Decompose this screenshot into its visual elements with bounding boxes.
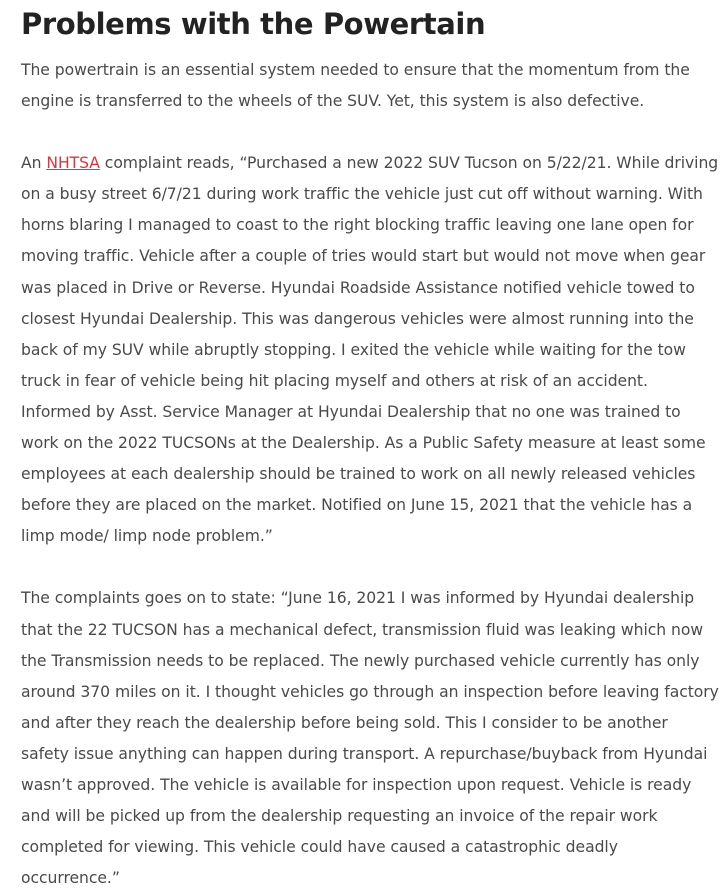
complaint-continuation-paragraph: The complaints goes on to state: “June 16, 2021 I was informed by Hyundai dealership that the 22 TUCSON has a mechanical defect, transmission fluid was leaking which now the Transmission needs to be replaced. The newly purchased vehicle currently has only around 370 miles on it. I thought vehicles go through an inspection before leaving factory and after they reach the dealership before being sold. This I consider to be another safety issue anything can happen during transport. A repurchase/buyback from Hyundai wasn’t approved. The vehicle is available for inspection upon request. Vehicle is ready and will be picked up from the dealership requesting an invoice of the repair work completed for viewing. This vehicle could have caused a catastrophic deadly occurrence.” <box>21 589 719 888</box>
complaint-paragraph <box>21 148 719 552</box>
complaint-text: complaint reads, “Purchased a new 2022 SUV Tucson on 5/22/21. While driving on a busy street 6/7/21 during work traffic the vehicle just cut off without warning. With horns blaring I managed to coast to the right blocking traffic leaving one lane open for moving traffic. Vehicle after a couple of tries would start but would not move when gear was placed in Drive or Reverse. Hyundai Roadside Assistance notified vehicle towed to closest Hyundai Dealership. This was dangerous vehicles were almost running into the back of my SUV while abruptly stopping. I exited the vehicle while waiting for the tow truck in fear of vehicle being hit placing myself and others at risk of an accident. Informed by Asst. Service Manager at Hyundai Dealership that no one was trained to work on the 2022 TUCSONs at the Dealership. As a Public Safety measure at least some employees at each dealership should be trained to work on all newly released vehicles before they are placed on the market. Notified on June 15, 2021 that the vehicle has a limp mode/ limp node problem.” <box>21 154 719 546</box>
section-heading: Problems with the Powertain <box>21 7 486 41</box>
article-section <box>21 0 719 894</box>
complaint-prefix: An <box>21 154 47 173</box>
nhtsa-link[interactable]: NHTSA <box>46 154 100 173</box>
intro-paragraph: The powertrain is an essential system needed to ensure that the momentum from the engine is transferred to the wheels of the SUV. Yet, this system is also defective. <box>21 61 690 111</box>
